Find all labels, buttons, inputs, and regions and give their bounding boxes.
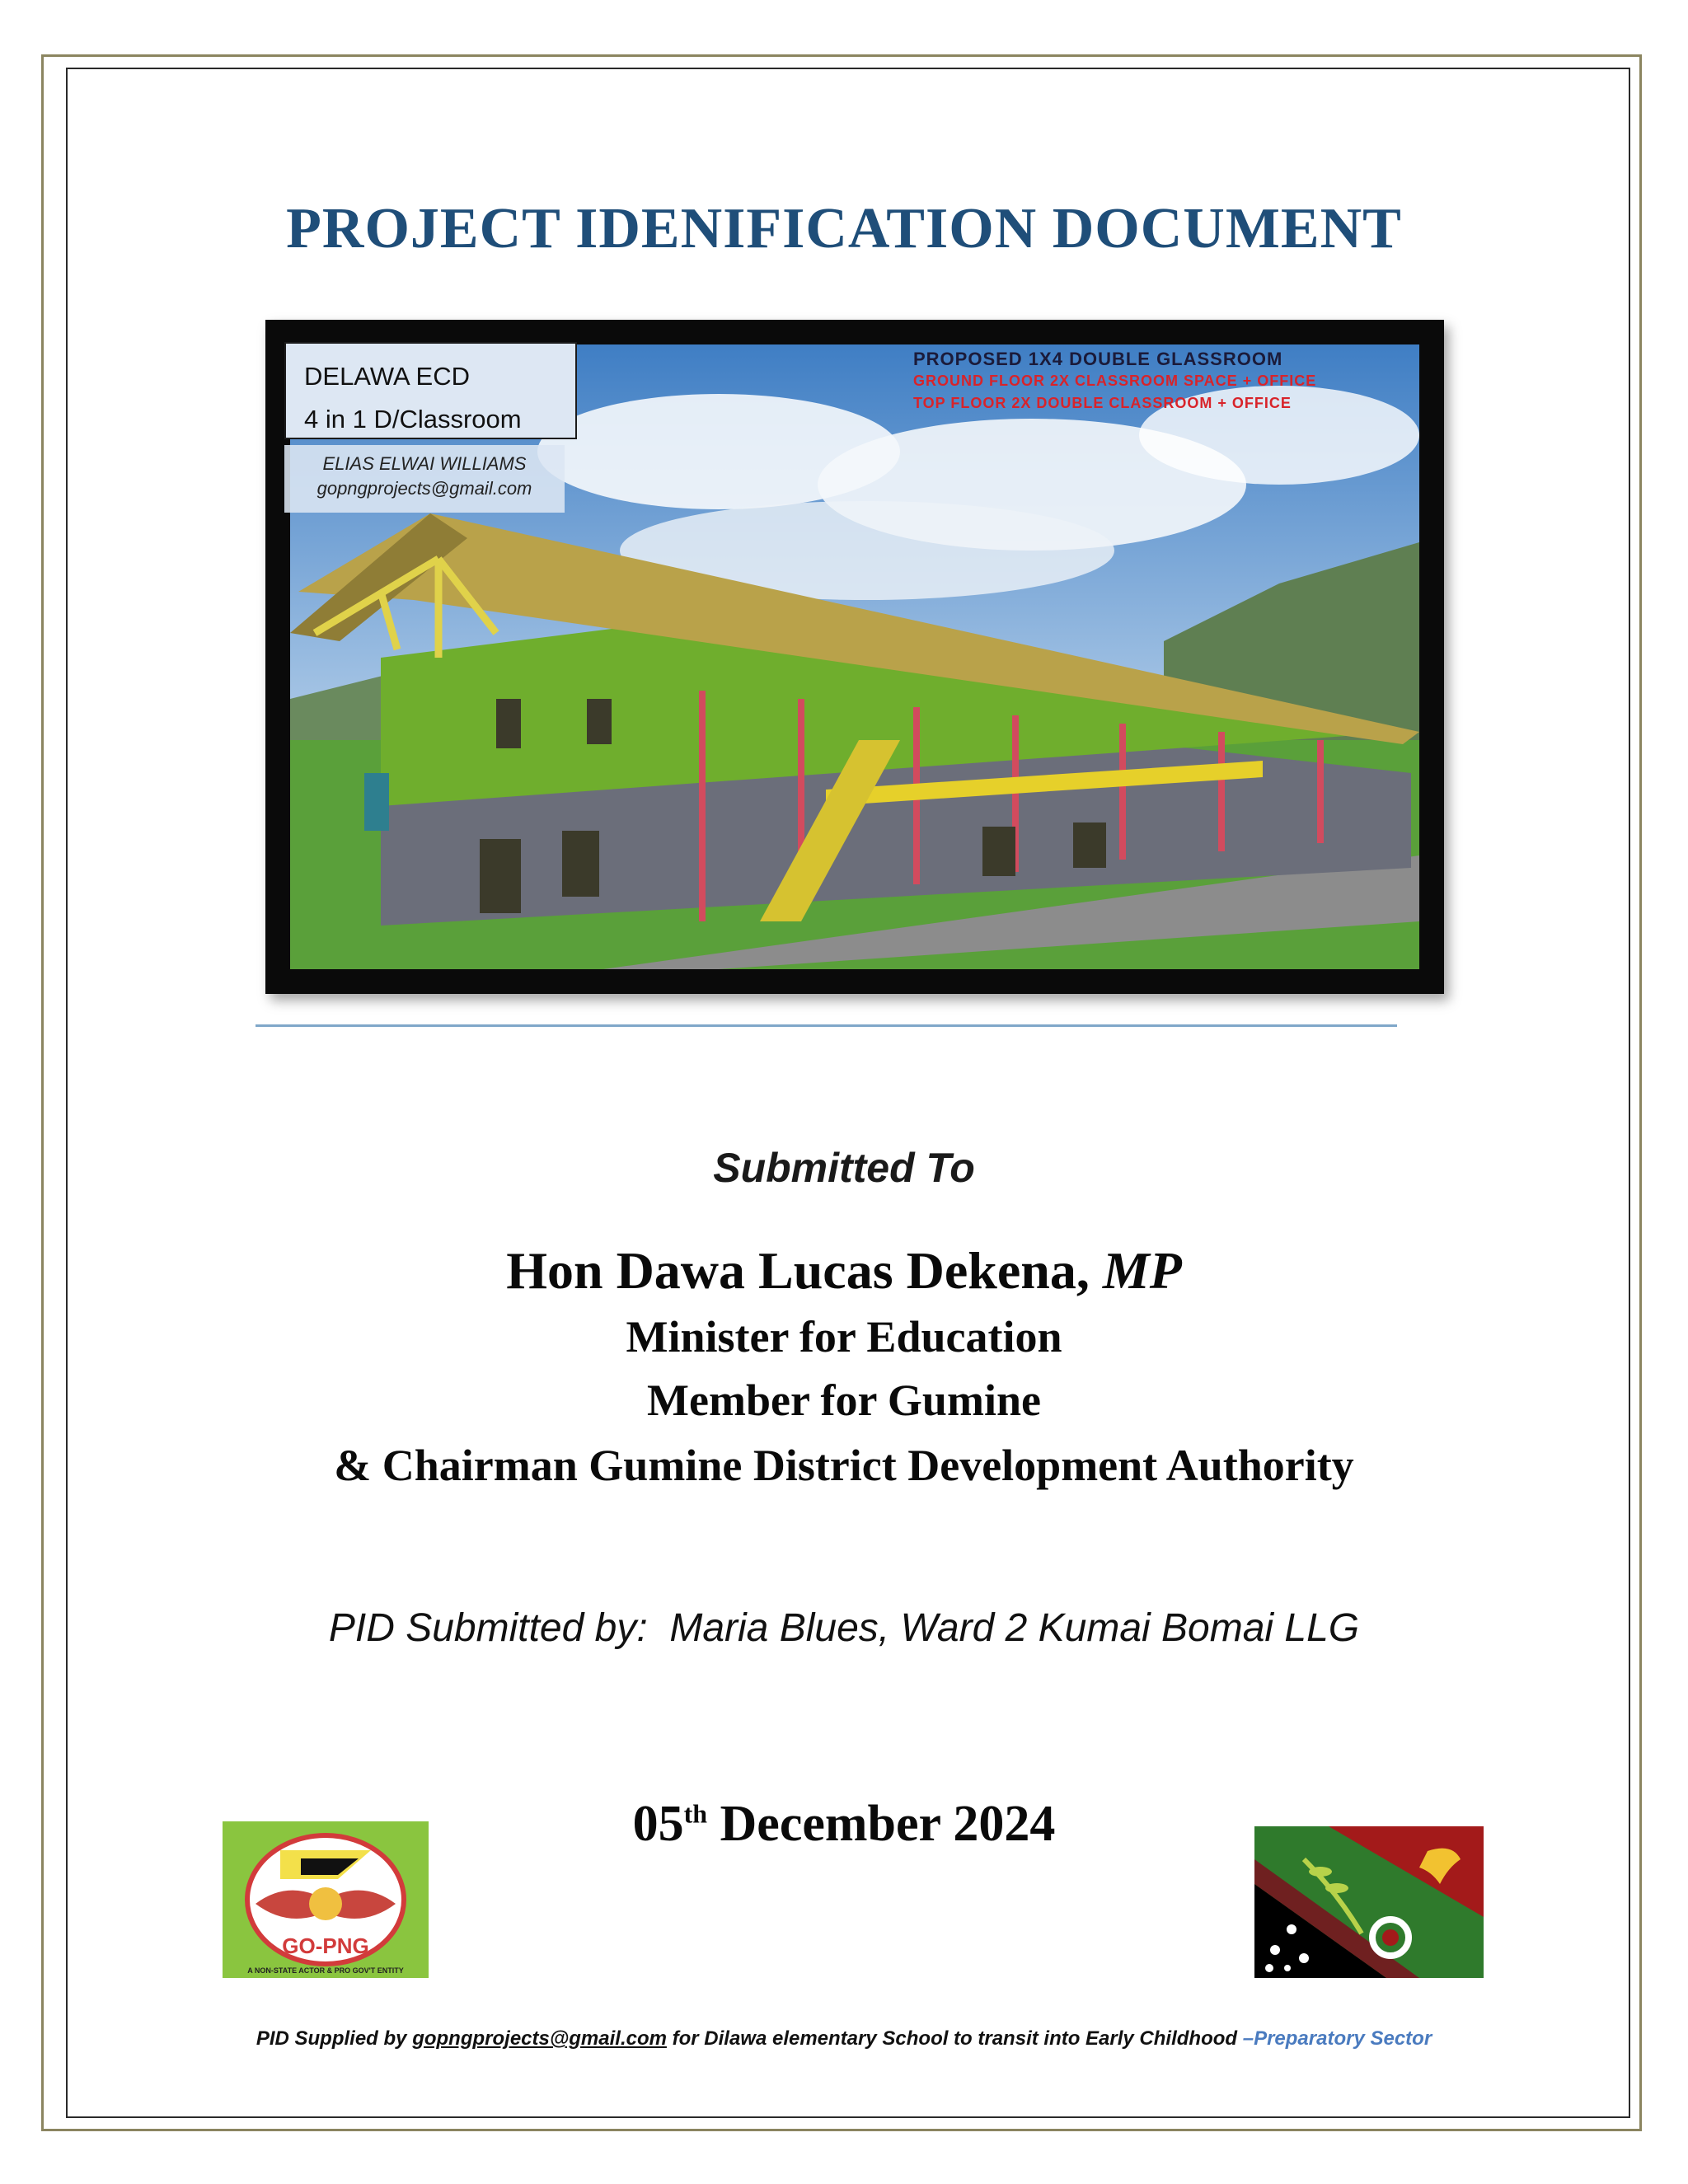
image-label-line2: 4 in 1 D/Classroom <box>304 405 522 434</box>
submitted-by-line: PID Submitted by: Maria Blues, Ward 2 Kumai Bomai LLG <box>328 1606 1360 1650</box>
footer-sector: –Preparatory Sector <box>1242 2027 1432 2050</box>
proposal-line3: TOP FLOOR 2X DOUBLE CLASSROOM + OFFICE <box>913 395 1292 411</box>
footer-email-link[interactable]: gopngprojects@gmail.com <box>412 2027 667 2050</box>
image-author-name: ELIAS ELWAI WILLIAMS <box>322 453 527 474</box>
image-proposal-text <box>913 348 1424 415</box>
gopng-logo <box>223 1821 429 1978</box>
proposal-line1: PROPOSED 1X4 DOUBLE GLASSROOM <box>913 349 1283 369</box>
proposal-line2: GROUND FLOOR 2X CLASSROOM SPACE + OFFICE <box>913 373 1317 389</box>
png-flag <box>1254 1826 1484 1978</box>
date-rest: December 2024 <box>720 1796 1056 1852</box>
image-label-box <box>284 342 577 439</box>
footer-middle: for Dilawa elementary School to transit into Early Childhood <box>666 2027 1243 2050</box>
gopng-caption: A NON-STATE ACTOR & PRO GOV'T ENTITY <box>247 1966 404 1975</box>
recipient-suffix: MP <box>1102 1241 1182 1300</box>
recipient-name <box>0 1240 1688 1301</box>
image-author-box <box>284 445 565 513</box>
image-label-line1: DELAWA ECD <box>304 362 470 391</box>
recipient-role-member: Member for Gumine <box>647 1376 1041 1425</box>
image-author-email: gopngprojects@gmail.com <box>316 478 532 499</box>
recipient-role-chairman: & Chairman Gumine District Development Authority <box>334 1441 1354 1490</box>
footer-note <box>0 2027 1688 2050</box>
date-day: 05 <box>632 1796 684 1852</box>
section-divider <box>256 1024 1397 1027</box>
png-flag-drawing <box>1254 1826 1484 1978</box>
recipient-role-minister: Minister for Education <box>626 1312 1062 1361</box>
gopng-logo-text: GO-PNG <box>282 1933 369 1958</box>
document-title: PROJECT IDENIFICATION DOCUMENT <box>286 197 1402 260</box>
recipient-name-text: Hon Dawa Lucas Dekena, <box>506 1241 1090 1300</box>
footer-prefix: PID Supplied by <box>256 2027 413 2050</box>
date-suffix: th <box>683 1798 708 1829</box>
submitted-to-label: Submitted To <box>713 1145 975 1191</box>
gopng-logo-drawing <box>223 1821 429 1978</box>
